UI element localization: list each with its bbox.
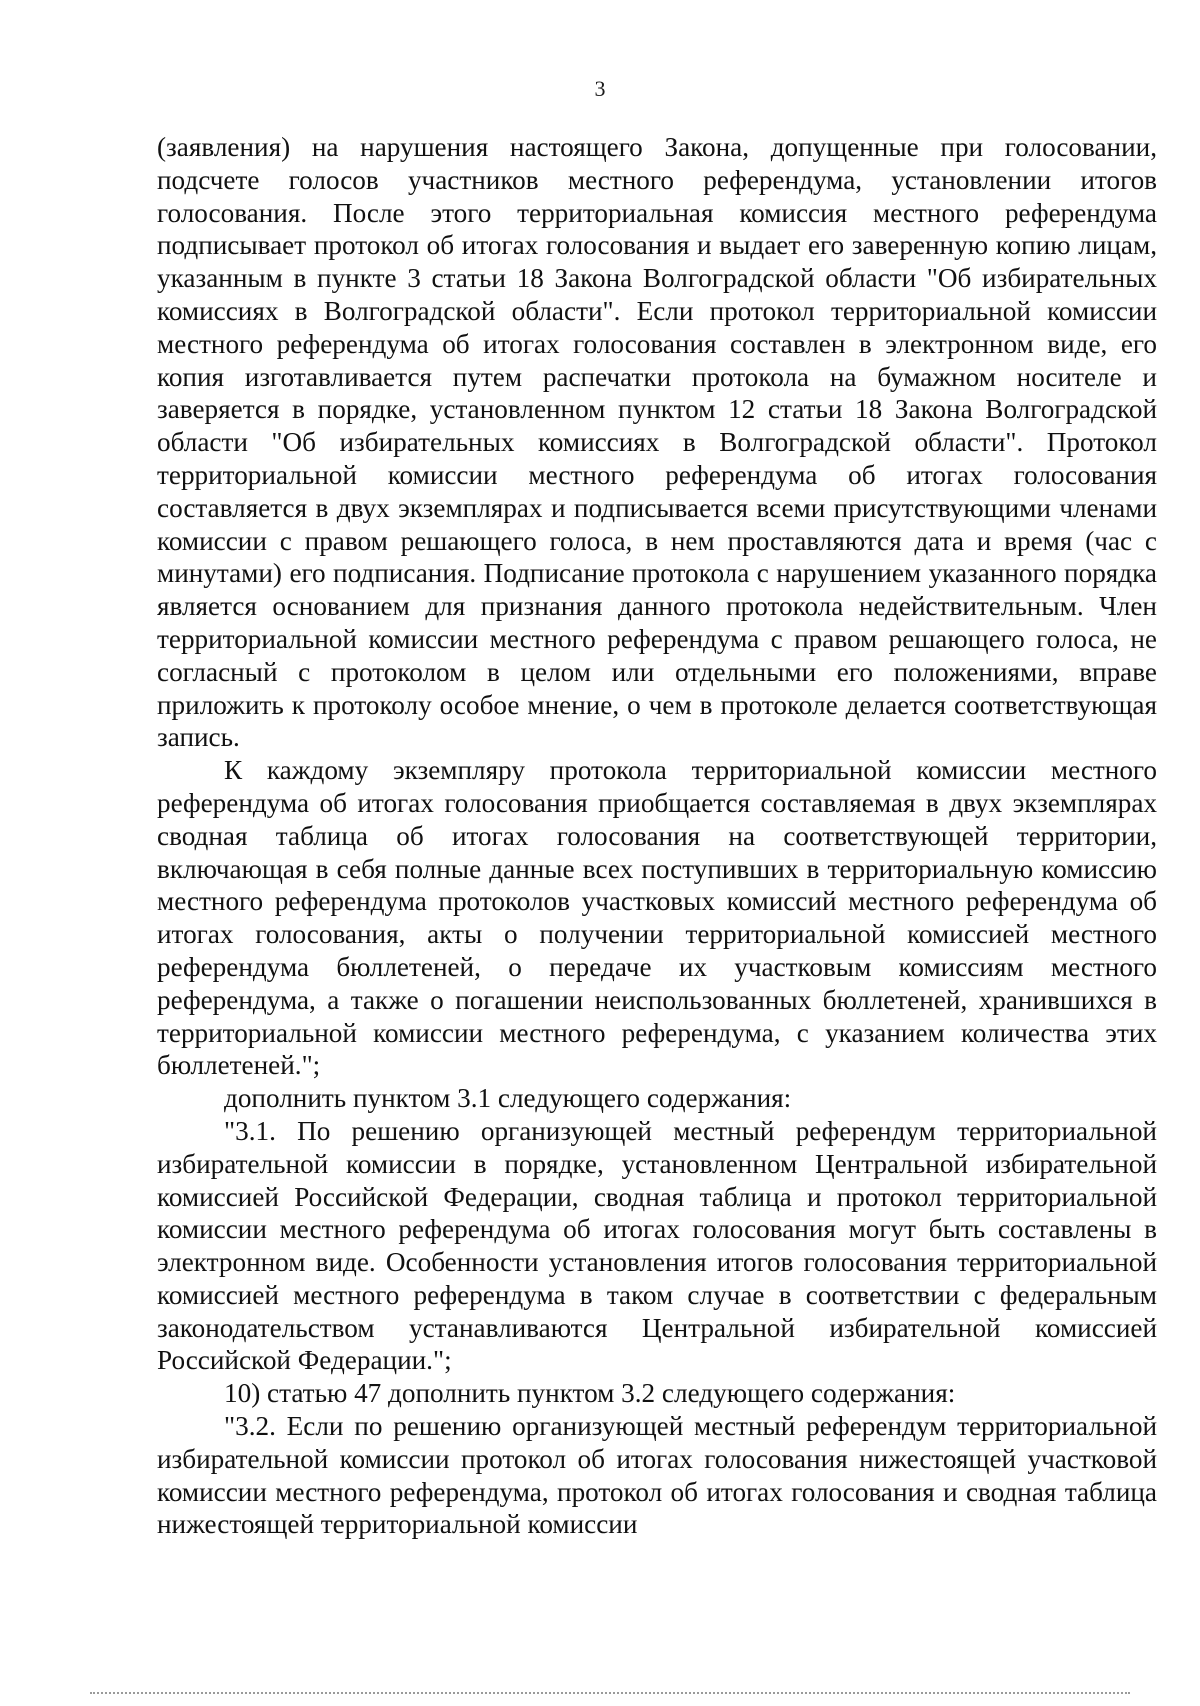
paragraph-item-10: 10) статью 47 дополнить пунктом 3.2 следующего содержания: — [224, 1378, 956, 1409]
paragraph-continuation: (заявления) на нарушения настоящего Закона, допущенные при голосовании, подсчете голосов участников местного референдума, установлении итогов голосования. После этого территориальная комиссия местного референдума подписывает протокол об итогах голосования и выдает его заверенную копию лицам, указанным в пункте 3 статьи 18 Закона Волгоградской области "Об избирательных комиссиях в Волгоградской области". Если протокол территориальной комиссии местного референдума об итогах голосования составлен в электронном виде, его копия изготавливается путем распечатки протокола на бумажном носителе и заверяется в порядке, установленном пунктом 12 статьи 18 Закона Волгоградской области "Об избирательных комиссиях в Волгоградской области". Протокол территориальной комиссии местного референдума об итогах голосования составляется в двух экземплярах и подписывается всеми присутствующими членами комиссии с правом решающего голоса, в нем проставляются дата и время (час с минутами) его подписания. Подписание протокола с нарушением указанного порядка является основанием для признания данного протокола недействительным. Член территориальной комиссии местного референдума с правом решающего голоса, не согласный с протоколом в целом или отдельными его положениями, вправе приложить к протоколу особое мнение, о чем в протоколе делается соответствующая запись. — [157, 132, 1157, 753]
paragraph-amendment-intro: дополнить пунктом 3.1 следующего содержания: — [224, 1083, 792, 1114]
scan-bottom-edge — [90, 1692, 1130, 1694]
page-number: 3 — [594, 76, 606, 101]
document-body — [157, 131, 1157, 1541]
paragraph-clause-3-2: "3.2. Если по решению организующей местный референдум территориальной избирательной комиссии протокол об итогах голосования нижестоящей участковой комиссии местного референдума, протокол об итогах голосования и сводная таблица нижестоящей территориальной комиссии — [157, 1411, 1157, 1540]
paragraph-attachment: К каждому экземпляру протокола территориальной комиссии местного референдума об итогах голосования приобщается составляемая в двух экземплярах сводная таблица об итогах голосования на соответствующей территории, включающая в себя полные данные всех поступивших в территориальную комиссию местного референдума протоколов участковых комиссий местного референдума об итогах голосования, акты о получении территориальной комиссией местного референдума бюллетеней, о передаче их участковым комиссиям местного референдума, а также о погашении неиспользованных бюллетеней, хранившихся в территориальной комиссии местного референдума, с указанием количества этих бюллетеней."; — [157, 755, 1157, 1081]
paragraph-clause-3-1: "3.1. По решению организующей местный референдум территориальной избирательной комиссии в порядке, установленном Центральной избирательной комиссией Российской Федерации, сводная таблица и протокол территориальной комиссии местного референдума об итогах голосования могут быть составлены в электронном виде. Особенности установления итогов голосования территориальной комиссией местного референдума в таком случае в соответствии с федеральным законодательством устанавливаются Центральной избирательной комиссией Российской Федерации."; — [157, 1115, 1157, 1376]
